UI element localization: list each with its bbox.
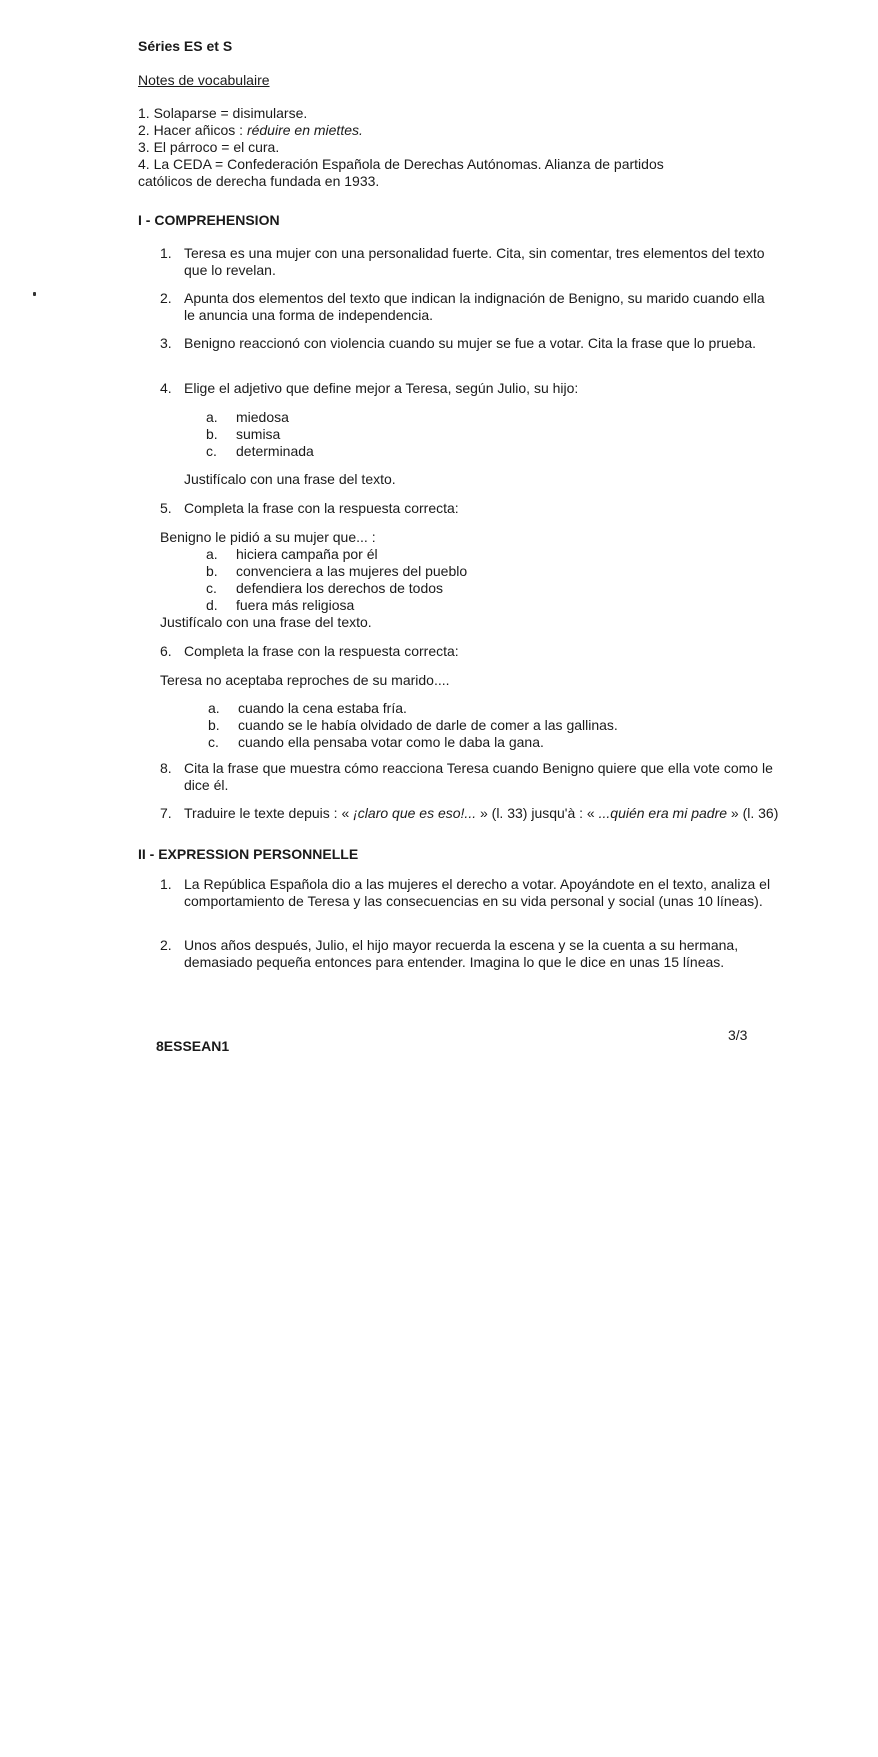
exam-code: 8ESSEAN1: [156, 1038, 230, 1054]
question-5-options: [206, 546, 467, 614]
series-heading: Séries ES et S: [138, 38, 233, 54]
option-c: c. determinada: [206, 443, 314, 459]
question-text: Elige el adjetivo que define mejor a Teresa, según Julio, su hijo:: [184, 380, 579, 396]
question-number: 3.: [160, 335, 172, 351]
question-number: 2.: [160, 290, 172, 306]
question-text: Completa la frase con la respuesta correcta:: [184, 643, 459, 659]
vocab-item: 4. La CEDA = Confederación Española de Derechas Autónomas. Alianza de partidos: [138, 156, 664, 172]
section-comprehension-title: I - COMPREHENSION: [138, 212, 280, 228]
question-number: 7.: [160, 805, 172, 821]
question-1: [160, 245, 800, 279]
question-number: 1.: [160, 876, 172, 892]
section-expression-title: II - EXPRESSION PERSONNELLE: [138, 846, 359, 862]
question-7: [160, 805, 860, 822]
vocab-title: Notes de vocabulaire: [138, 72, 270, 88]
question-number: 6.: [160, 643, 172, 659]
vocab-item: católicos de derecha fundada en 1933.: [138, 173, 380, 189]
option-a: a. miedosa: [206, 409, 289, 425]
vocab-item: 2. Hacer añicos : réduire en miettes.: [138, 122, 363, 138]
question-number: 1.: [160, 245, 172, 261]
question-text: Apunta dos elementos del texto que indican la indignación de Benigno, su marido cuando ella le anuncia una forma de independencia.: [184, 290, 765, 323]
question-5-justify: Justifícalo con una frase del texto.: [160, 614, 372, 630]
question-6: [160, 643, 800, 660]
option-b: b. convenciera a las mujeres del pueblo: [206, 563, 468, 579]
option-b: b. sumisa: [206, 426, 281, 442]
question-4-justify: Justifícalo con una frase del texto.: [184, 471, 396, 487]
option-a: a. hiciera campaña por él: [206, 546, 378, 562]
question-text: Unos años después, Julio, el hijo mayor recuerda la escena y se la cuenta a su hermana, demasiado pequeña entonces para entender. Imagina lo que le dice en unas 15 líneas.: [184, 937, 739, 970]
question-number: 5.: [160, 500, 172, 516]
option-c: c. defendiera los derechos de todos: [206, 580, 444, 596]
question-number: 2.: [160, 937, 172, 953]
question-text: Traduire le texte depuis : « ¡claro que es eso!... » (l. 33) jusqu'à : « ...quién era mi padre » (l. 36): [184, 805, 779, 821]
page-number: 3/3: [728, 1027, 748, 1043]
question-text: Teresa es una mujer con una personalidad fuerte. Cita, sin comentar, tres elementos del texto que lo revelan.: [184, 245, 765, 278]
option-a: a. cuando la cena estaba fría.: [208, 700, 407, 716]
question-6-lead: Teresa no aceptaba reproches de su marido....: [160, 672, 450, 688]
question-2: [160, 290, 800, 324]
question-3: [160, 335, 800, 352]
expression-question-1: [160, 876, 800, 910]
question-8: [160, 760, 800, 794]
scan-speck: [33, 292, 36, 296]
question-number: 4.: [160, 380, 172, 396]
option-b: b. cuando se le había olvidado de darle de comer a las gallinas.: [208, 717, 618, 733]
vocab-list: [138, 105, 758, 190]
question-text: Completa la frase con la respuesta correcta:: [184, 500, 459, 516]
question-4: [160, 380, 800, 397]
vocab-item: 3. El párroco = el cura.: [138, 139, 280, 155]
option-c: c. cuando ella pensaba votar como le daba la gana.: [208, 734, 544, 750]
question-text: Benigno reaccionó con violencia cuando su mujer se fue a votar. Cita la frase que lo prueba.: [184, 335, 757, 351]
question-text: Cita la frase que muestra cómo reacciona Teresa cuando Benigno quiere que ella vote como le dice él.: [184, 760, 773, 793]
expression-question-2: [160, 937, 800, 971]
vocab-item: 1. Solaparse = disimularse.: [138, 105, 308, 121]
option-d: d. fuera más religiosa: [206, 597, 355, 613]
question-5-lead: Benigno le pidió a su mujer que... :: [160, 529, 376, 545]
question-text: La República Española dio a las mujeres el derecho a votar. Apoyándote en el texto, analiza el comportamiento de Teresa y las consecuencias en su vida personal y social (unas 10 líneas).: [184, 876, 771, 909]
question-5: [160, 500, 800, 517]
question-6-options: [208, 700, 618, 751]
question-number: 8.: [160, 760, 172, 776]
question-4-options: [206, 409, 314, 460]
